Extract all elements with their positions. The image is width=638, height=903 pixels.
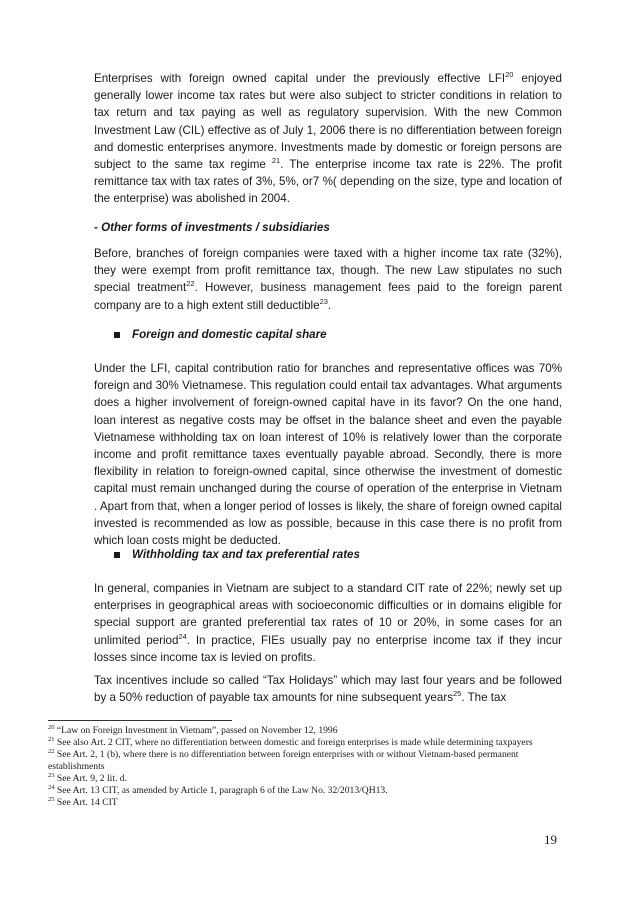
footnote [48,737,568,749]
footnote [48,785,568,797]
footnote-text: See Art. 2, 1 (b), where there is no differentiation between foreign enterprises with or without Vietnam-based permanent establishments [48,749,519,772]
footnote-ref[interactable]: 20 [505,70,514,80]
square-bullet-icon [114,552,120,558]
footnote-text: See Art. 13 CIT, as amended by Article 1, paragraph 6 of the Law No. 32/2013/QH13. [54,785,388,796]
text-run: Tax incentives include so called “Tax Holidays” which may last four years and be followed by a 50% reduction of payable tax amounts for nine subsequent years [94,674,562,705]
text-run: . The tax [461,691,507,705]
square-bullet-icon [114,332,120,338]
footnote-number: 24 [48,783,55,791]
footnote-text: See Art. 14 CIT [54,797,118,808]
footnote [48,797,568,809]
paragraph-cit-rate [94,580,562,666]
paragraph-capital-ratio: Under the LFI, capital contribution ratio for branches and representative offices was 70% foreign and 30% Vietnamese. This regulation could entail tax advantages. What arguments does a higher involvement of foreign-owned capital have in its favor? On the one hand, loan interest as negative costs may be offset in the balance sheet and even the payable Vietnamese withholding tax on loan interest of 10% is relatively lower than the corporate income and profit remittance taxes eventually payable abroad. Secondly, there is more flexibility in relation to foreign-owned capital, since otherwise the investment of domestic capital must remain unchanged during the course of operation of the enterprise in Vietnam . Apart from that, when a longer period of losses is likely, the share of foreign owned capital invested is recommended as low as possible, because in this case there is no profit from which loan costs might be deducted. [94,362,562,548]
text-run: Before, branches of foreign companies were taxed with a higher income tax rate (32%), they were exempt from profit remittance tax, though. The new Law stipulates no such special treatment [94,247,562,295]
footnote [48,725,568,737]
footnote [48,749,568,773]
heading-capital-share [114,326,327,343]
text-run: . In practice, FIEs usually pay no enterprise income tax if they incur losses since income tax is levied on profits. [94,633,562,664]
text-run: . [327,298,332,312]
paragraph-tax-holidays [94,672,562,706]
heading-text: Foreign and domestic capital share [132,328,327,341]
footnote-text: “Law on Foreign Investment in Vietnam”, passed on November 12, 1996 [54,725,338,736]
footnote-ref[interactable]: 24 [178,631,187,641]
heading-withholding-tax [114,546,360,563]
footnote-ref[interactable]: 25 [453,689,462,699]
footnotes [48,725,568,809]
text-run: enjoyed generally lower income tax rates but were also subject to stricter conditions in relation to tax return and tax paying as well as regulatory supervision. With the new Common Investment Law (CIL) effective as of July 1, 2006 there is no differentiation between foreign and domestic enterprises anymore. Investments made by domestic or foreign persons are subject to the same tax regime [94,72,562,172]
footnote [48,773,568,785]
footnote-ref[interactable]: 22 [186,279,195,289]
page-number: 19 [544,832,557,847]
footnote-number: 25 [48,795,55,803]
footnote-number: 21 [48,735,55,743]
text-run: . However, business management fees paid to the foreign parent company are to a high extent still deductible [94,281,562,312]
paragraph-tax-regime [94,70,562,208]
text-run: . The enterprise income tax rate is 22%. The profit remittance tax with tax rates of 3%, 5%, or7 %( depending on the size, type and location of the enterprise) was abolished in 2004. [94,158,562,206]
heading-other-forms: - Other forms of investments / subsidiaries [94,221,330,234]
paragraph-branches [94,245,562,314]
footnote-ref[interactable]: 21 [271,156,281,166]
footnote-number: 20 [48,723,55,731]
text-run: Enterprises with foreign owned capital under the previously effective LFI [94,72,506,85]
footnote-number: 23 [48,771,55,779]
text-run: In general, companies in Vietnam are subject to a standard CIT rate of 22%; newly set up enterprises in geographical areas with socioeconomic difficulties or in domains eligible for special support are granted preferential tax rates of 10 or 20%, in some cases for an unlimited period [94,582,562,647]
footnote-number: 22 [48,747,55,755]
footnote-ref[interactable]: 23 [319,296,328,306]
heading-text: Withholding tax and tax preferential rates [132,548,360,561]
footnote-separator [48,720,232,721]
footnote-text: See also Art. 2 CIT, where no differentiation between domestic and foreign enterprises is made while determining taxpayers [54,737,533,748]
footnote-text: See Art. 9, 2 lit. d. [54,773,127,784]
